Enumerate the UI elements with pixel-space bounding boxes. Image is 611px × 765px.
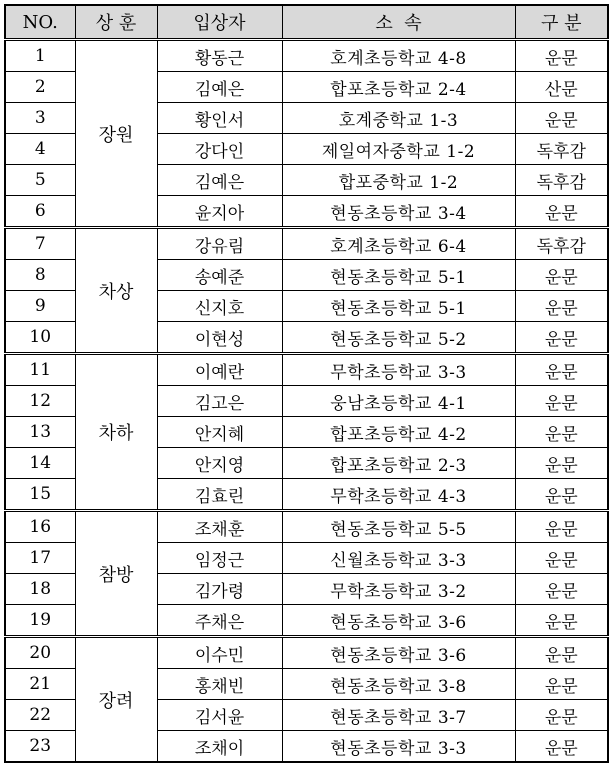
cell-no: 18 — [5, 574, 75, 605]
cell-no: 20 — [5, 637, 75, 669]
cell-no: 15 — [5, 479, 75, 511]
class-number: 2-4 — [437, 79, 467, 100]
cell-winner: 이수민 — [157, 637, 282, 669]
table-row — [5, 637, 608, 669]
cell-school — [282, 354, 515, 386]
cell-winner: 김효린 — [157, 479, 282, 511]
table-row — [5, 354, 608, 386]
cell-category: 운문 — [515, 322, 608, 354]
cell-winner: 주채은 — [157, 605, 282, 637]
school-name: 현동초등학교 — [330, 267, 432, 288]
cell-school — [282, 574, 515, 605]
cell-no: 21 — [5, 669, 75, 700]
cell-winner: 김예은 — [157, 72, 282, 103]
school-name: 합포초등학교 — [330, 79, 432, 100]
cell-no: 5 — [5, 165, 75, 196]
class-number: 5-1 — [437, 267, 467, 288]
cell-school — [282, 386, 515, 417]
class-number: 3-3 — [437, 738, 467, 759]
cell-category: 운문 — [515, 196, 608, 228]
cell-award: 장원 — [75, 40, 157, 228]
header-school: 소 속 — [282, 5, 515, 40]
cell-award: 장려 — [75, 637, 157, 763]
class-number: 4-1 — [437, 393, 467, 414]
school-name: 현동초등학교 — [330, 612, 432, 633]
school-name: 현동초등학교 — [330, 203, 432, 224]
cell-no: 11 — [5, 354, 75, 386]
cell-category: 운문 — [515, 260, 608, 291]
cell-no: 2 — [5, 72, 75, 103]
cell-school — [282, 731, 515, 763]
cell-winner: 조채이 — [157, 731, 282, 763]
school-name: 현동초등학교 — [330, 298, 432, 319]
cell-school — [282, 637, 515, 669]
cell-winner: 안지혜 — [157, 417, 282, 448]
cell-winner: 신지호 — [157, 291, 282, 322]
school-name: 합포초등학교 — [330, 424, 432, 445]
cell-no: 14 — [5, 448, 75, 479]
cell-winner: 강유림 — [157, 228, 282, 260]
cell-no: 3 — [5, 103, 75, 134]
school-name: 호계초등학교 — [330, 48, 432, 69]
table-row — [5, 228, 608, 260]
school-name: 호계초등학교 — [330, 236, 432, 257]
cell-no: 10 — [5, 322, 75, 354]
cell-winner: 황인서 — [157, 103, 282, 134]
school-name: 웅남초등학교 — [330, 393, 432, 414]
cell-school — [282, 511, 515, 543]
cell-winner: 이예란 — [157, 354, 282, 386]
cell-category: 운문 — [515, 669, 608, 700]
header-winner: 입상자 — [157, 5, 282, 40]
cell-winner: 강다인 — [157, 134, 282, 165]
school-name: 호계중학교 — [338, 110, 424, 131]
table-row — [5, 511, 608, 543]
cell-winner: 송예준 — [157, 260, 282, 291]
class-number: 3-2 — [437, 581, 467, 602]
cell-no: 17 — [5, 543, 75, 574]
cell-no: 23 — [5, 731, 75, 763]
cell-school — [282, 417, 515, 448]
cell-award: 차상 — [75, 228, 157, 354]
cell-no: 8 — [5, 260, 75, 291]
class-number: 4-2 — [437, 424, 467, 445]
cell-school — [282, 479, 515, 511]
cell-award: 참방 — [75, 511, 157, 637]
class-number: 3-3 — [437, 550, 467, 571]
cell-category: 운문 — [515, 479, 608, 511]
school-name: 현동초등학교 — [330, 676, 432, 697]
table-row — [5, 40, 608, 72]
class-number: 3-8 — [437, 676, 467, 697]
cell-school — [282, 291, 515, 322]
school-name: 현동초등학교 — [330, 329, 432, 350]
header-category: 구 분 — [515, 5, 608, 40]
cell-school — [282, 322, 515, 354]
cell-category: 독후감 — [515, 134, 608, 165]
cell-category: 운문 — [515, 448, 608, 479]
table-body — [5, 40, 608, 763]
cell-category: 운문 — [515, 291, 608, 322]
cell-category: 독후감 — [515, 165, 608, 196]
cell-school — [282, 228, 515, 260]
cell-no: 19 — [5, 605, 75, 637]
cell-category: 운문 — [515, 637, 608, 669]
class-number: 1-2 — [446, 141, 476, 162]
cell-no: 9 — [5, 291, 75, 322]
cell-award: 차하 — [75, 354, 157, 511]
school-name: 현동초등학교 — [330, 738, 432, 759]
cell-winner: 안지영 — [157, 448, 282, 479]
school-name: 합포초등학교 — [330, 455, 432, 476]
cell-category: 운문 — [515, 511, 608, 543]
cell-winner: 김가령 — [157, 574, 282, 605]
cell-category: 운문 — [515, 386, 608, 417]
cell-school — [282, 134, 515, 165]
school-name: 무학초등학교 — [330, 581, 432, 602]
school-name: 합포중학교 — [338, 172, 424, 193]
cell-category: 운문 — [515, 417, 608, 448]
cell-school — [282, 196, 515, 228]
awards-table — [4, 4, 609, 763]
cell-category: 운문 — [515, 103, 608, 134]
header-no: NO. — [5, 5, 75, 40]
cell-no: 4 — [5, 134, 75, 165]
cell-category: 운문 — [515, 574, 608, 605]
cell-winner: 김고은 — [157, 386, 282, 417]
cell-category: 운문 — [515, 40, 608, 72]
cell-winner: 조채훈 — [157, 511, 282, 543]
cell-winner: 김서윤 — [157, 700, 282, 731]
school-name: 신월초등학교 — [330, 550, 432, 571]
class-number: 1-3 — [429, 110, 459, 131]
class-number: 5-1 — [437, 298, 467, 319]
cell-school — [282, 72, 515, 103]
header-award: 상 훈 — [75, 5, 157, 40]
cell-winner: 황동근 — [157, 40, 282, 72]
cell-category: 운문 — [515, 354, 608, 386]
school-name: 현동초등학교 — [330, 707, 432, 728]
cell-school — [282, 543, 515, 574]
cell-school — [282, 260, 515, 291]
cell-category: 운문 — [515, 700, 608, 731]
header-row — [5, 5, 608, 40]
school-name: 제일여자중학교 — [321, 141, 441, 162]
cell-winner: 윤지아 — [157, 196, 282, 228]
cell-winner: 홍채빈 — [157, 669, 282, 700]
table-header — [5, 5, 608, 40]
school-name: 현동초등학교 — [330, 645, 432, 666]
cell-category: 산문 — [515, 72, 608, 103]
class-number: 4-3 — [437, 486, 467, 507]
school-name: 무학초등학교 — [330, 362, 432, 383]
cell-no: 7 — [5, 228, 75, 260]
cell-school — [282, 605, 515, 637]
class-number: 4-8 — [437, 48, 467, 69]
cell-winner: 임정근 — [157, 543, 282, 574]
school-name: 현동초등학교 — [330, 519, 432, 540]
cell-no: 6 — [5, 196, 75, 228]
cell-category: 운문 — [515, 731, 608, 763]
class-number: 3-4 — [437, 203, 467, 224]
class-number: 1-2 — [429, 172, 459, 193]
class-number: 5-5 — [437, 519, 467, 540]
cell-school — [282, 669, 515, 700]
class-number: 5-2 — [437, 329, 467, 350]
class-number: 2-3 — [437, 455, 467, 476]
class-number: 3-6 — [437, 645, 467, 666]
cell-winner: 김예은 — [157, 165, 282, 196]
cell-no: 12 — [5, 386, 75, 417]
class-number: 6-4 — [437, 236, 467, 257]
class-number: 3-6 — [437, 612, 467, 633]
cell-school — [282, 165, 515, 196]
cell-category: 운문 — [515, 605, 608, 637]
school-name: 무학초등학교 — [330, 486, 432, 507]
cell-category: 독후감 — [515, 228, 608, 260]
cell-winner: 이현성 — [157, 322, 282, 354]
cell-no: 13 — [5, 417, 75, 448]
cell-category: 운문 — [515, 543, 608, 574]
cell-school — [282, 448, 515, 479]
cell-no: 16 — [5, 511, 75, 543]
cell-school — [282, 103, 515, 134]
cell-no: 1 — [5, 40, 75, 72]
cell-no: 22 — [5, 700, 75, 731]
class-number: 3-7 — [437, 707, 467, 728]
class-number: 3-3 — [437, 362, 467, 383]
cell-school — [282, 700, 515, 731]
cell-school — [282, 40, 515, 72]
